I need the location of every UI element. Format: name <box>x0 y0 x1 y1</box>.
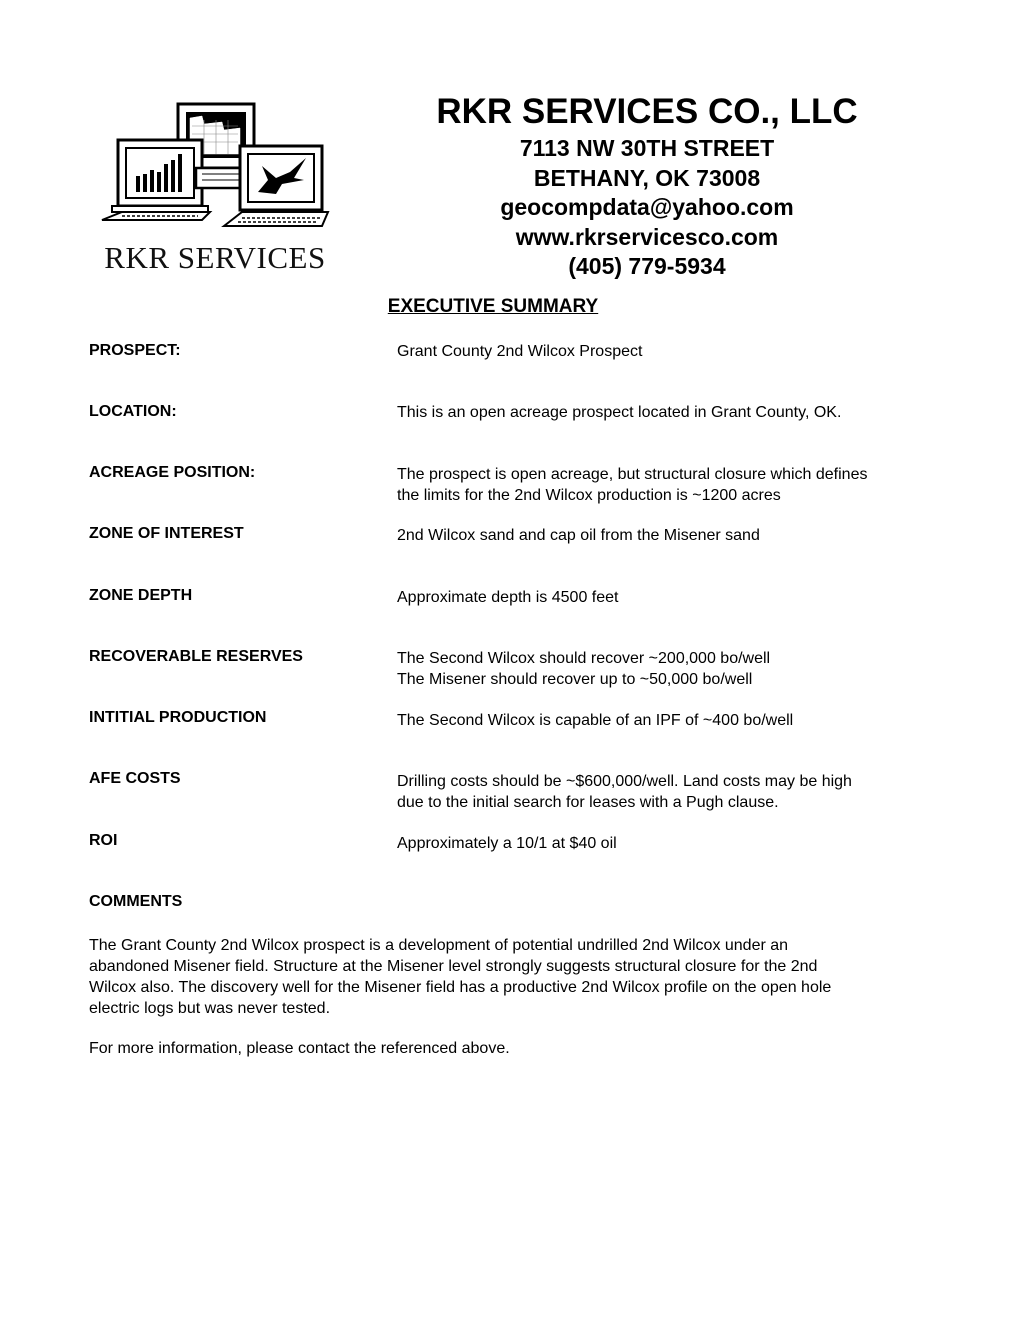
comments-title: COMMENTS <box>89 893 183 910</box>
logo-text: RKR SERVICES <box>104 240 326 275</box>
recoverable-reserves-label: RECOVERABLE RESERVES <box>89 648 303 665</box>
comments-line-1: The Grant County 2nd Wilcox prospect is a development of potential undrilled 2nd Wilcox under an <box>89 937 789 954</box>
zone-depth-value <box>397 587 917 608</box>
initial-production-value <box>397 710 917 731</box>
company-logo <box>92 96 338 278</box>
zone-depth-line: Approximate depth is 4500 feet <box>397 589 619 606</box>
company-name: RKR SERVICES CO., LLC <box>436 92 858 131</box>
acreage-position-value <box>397 464 917 506</box>
prospect-value <box>397 341 917 362</box>
location-value <box>397 402 917 423</box>
acreage-position-line-1: The prospect is open acreage, but structural closure which defines <box>397 466 868 483</box>
prospect-label: PROSPECT: <box>89 342 181 359</box>
afe-costs-label: AFE COSTS <box>89 770 181 787</box>
roi-value <box>397 833 917 854</box>
roi-label: ROI <box>89 832 118 849</box>
recoverable-reserves-line-2: The Misener should recover up to ~50,000 bo/well <box>397 671 753 688</box>
initial-production-label: INTITIAL PRODUCTION <box>89 709 267 726</box>
location-label: LOCATION: <box>89 403 177 420</box>
afe-costs-value <box>397 771 917 813</box>
comments-body <box>89 935 889 1019</box>
location-line: This is an open acreage prospect located in Grant County, OK. <box>397 404 842 421</box>
comments-line-2: abandoned Misener field. Structure at the Misener level strongly suggests structural closure for the 2nd <box>89 958 818 975</box>
letterhead <box>400 90 894 282</box>
initial-production-line: The Second Wilcox is capable of an IPF of ~400 bo/well <box>397 712 794 729</box>
zone-of-interest-label: ZONE OF INTEREST <box>89 525 244 542</box>
zone-depth-label: ZONE DEPTH <box>89 587 193 604</box>
acreage-position-line-2: the limits for the 2nd Wilcox production is ~1200 acres <box>397 487 781 504</box>
comments-line-4: electric logs but was never tested. <box>89 1000 331 1017</box>
afe-costs-line-1: Drilling costs should be ~$600,000/well. Land costs may be high <box>397 773 852 790</box>
phone-number: (405) 779-5934 <box>568 253 726 279</box>
executive-summary-title: EXECUTIVE SUMMARY <box>387 296 599 317</box>
website: www.rkrservicesco.com <box>515 223 779 250</box>
city-state-zip: BETHANY, OK 73008 <box>533 164 761 191</box>
contact-note: For more information, please contact the referenced above. <box>89 1040 510 1057</box>
zone-of-interest-line: 2nd Wilcox sand and cap oil from the Misener sand <box>397 527 760 544</box>
computers-logo-icon <box>92 96 338 236</box>
comments-line-3: Wilcox also. The discovery well for the Misener field has a productive 2nd Wilcox profile on the open hole <box>89 979 832 996</box>
roi-line: Approximately a 10/1 at $40 oil <box>397 835 617 852</box>
street-address: 7113 NW 30TH STREET <box>519 135 775 161</box>
afe-costs-line-2: due to the initial search for leases with a Pugh clause. <box>397 794 779 811</box>
recoverable-reserves-value <box>397 648 917 690</box>
prospect-line: Grant County 2nd Wilcox Prospect <box>397 343 643 360</box>
recoverable-reserves-line-1: The Second Wilcox should recover ~200,000 bo/well <box>397 650 771 667</box>
zone-of-interest-value <box>397 525 917 546</box>
acreage-position-label: ACREAGE POSITION: <box>89 464 256 481</box>
email-address: geocompdata@yahoo.com <box>500 194 794 220</box>
